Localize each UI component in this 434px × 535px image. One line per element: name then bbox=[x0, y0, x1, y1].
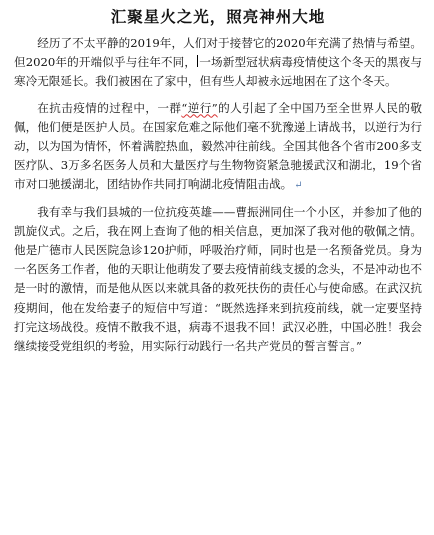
paragraph-3-part-1: 我有幸与我们县城的一位抗疫英雄——曹振洲同住一个小区，并参加了他的凯旋仪式。之后，我在网上查询了他的相关信息，更加深了我对他的敬佩之情。他是广德市人民医院急诊120护师，呼吸治疗师，同时也是一名预备党员。身为一名医务工作者，他的天职让他萌发了要去疫情前线支援的念头，不是冲动也不是一时的激情，而是他从医以来就具备的救死扶伤的责任心与使命感。在武汉抗疫期间，他在发给妻子的短信中写道： bbox=[14, 204, 422, 315]
text-cursor bbox=[197, 55, 198, 67]
spellcheck-flagged-text[interactable]: “逆行” bbox=[181, 100, 218, 115]
paragraph-1 bbox=[14, 34, 422, 92]
paragraph-3-quote: “既然选择来到抗疫前线，就一定要坚持打完这场战役。疫情不散我不退，病毒不退我不回！武汉必胜，中国必胜！我会继续接受党组织的考验，用实际行动践行一名共产党员的誓言誓言。” bbox=[14, 300, 422, 354]
paragraph-1-part-2: 一场新型冠状病毒疫情使这个冬天的黑夜与寒冷无限延长。我们被困在了家中，但有些人却被永远地困在了这个冬天。 bbox=[14, 55, 422, 89]
paragraph-2 bbox=[14, 99, 422, 196]
paragraph-3 bbox=[14, 203, 422, 363]
paragraph-1-part-1: 经历了不太平静的2019年，人们对于接替它的2020年充满了热情与希望。但2020年的开端似乎与往年不同， bbox=[14, 36, 422, 70]
paragraph-2-part-1: 在抗击疫情的过程中，一群 bbox=[37, 100, 182, 115]
document-title: 汇聚星火之光，照亮神州大地 bbox=[110, 7, 326, 26]
paragraph-2-part-3: 的人引起了全中国乃至全世界人民的敬佩，他们便是医护人员。在国家危难之际他们毫不犹豫递上请战书，以逆行为行动，以为国为情怀，怀着满腔热血，毅然冲往前线。全国其他各个省市200多支医疗队、3万多名医务人员和大量医疗与生物物资紧急驰援武汉和湖北，19个省市对口驰援湖北，团结协作共同打响湖北疫情阻击战。 bbox=[14, 100, 422, 192]
paragraph-mark-icon: ↵ bbox=[294, 180, 303, 192]
